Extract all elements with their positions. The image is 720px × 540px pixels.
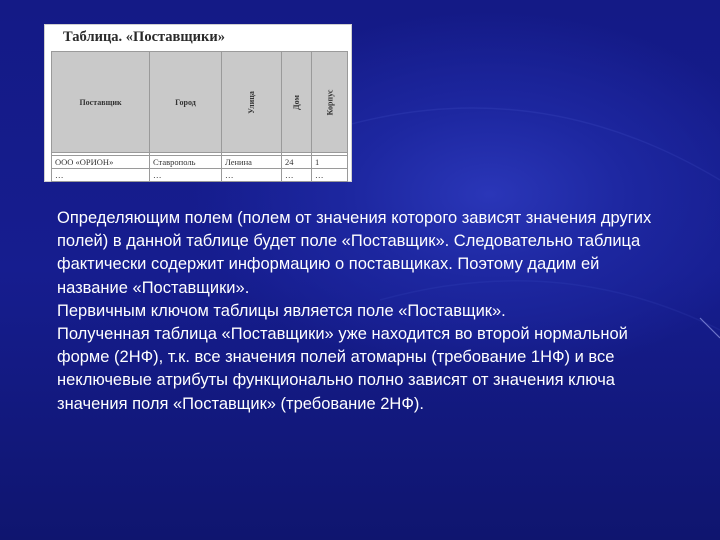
table-cell: … <box>282 169 312 182</box>
paragraph-primary-key: Первичным ключом таблицы является поле «Поставщик». <box>57 301 506 320</box>
table-row <box>52 156 348 169</box>
table-cell: … <box>52 169 150 182</box>
paragraph-second-normal-form: Полученная таблица «Поставщики» уже находится во второй нормальной форме (2НФ), т.к. все значения полей атомарны (требование 1НФ) и все неключевые атрибуты функционально полно зависят от значения ключа значения поля «Поставщик» (требование 2НФ). <box>57 325 628 413</box>
table-row <box>52 169 348 182</box>
table-cell: … <box>150 169 222 182</box>
table-cell: ООО «ОРИОН» <box>52 156 150 169</box>
table-cell: … <box>222 169 282 182</box>
column-header: Улица <box>222 52 282 153</box>
table-title: Таблица. «Поставщики» <box>63 29 225 45</box>
table-cell: 24 <box>282 156 312 169</box>
table-header-row <box>52 52 348 153</box>
column-header: Дом <box>282 52 312 153</box>
column-header: Корпус <box>312 52 348 153</box>
paragraph-determining-field: Определяющим полем (полем от значения которого зависят значения других полей) в данной таблице будет поле «Поставщик». Следовательно таблица фактически содержит информацию о поставщиках. Поэтому дадим ей название «Поставщики». <box>57 209 652 297</box>
column-header: Поставщик <box>52 52 150 153</box>
suppliers-table <box>51 51 348 182</box>
body-text <box>57 207 667 416</box>
column-header: Город <box>150 52 222 153</box>
table-cell: Ленина <box>222 156 282 169</box>
table-image <box>44 24 352 182</box>
table-cell: Ставрополь <box>150 156 222 169</box>
table-cell: … <box>312 169 348 182</box>
table-cell: 1 <box>312 156 348 169</box>
